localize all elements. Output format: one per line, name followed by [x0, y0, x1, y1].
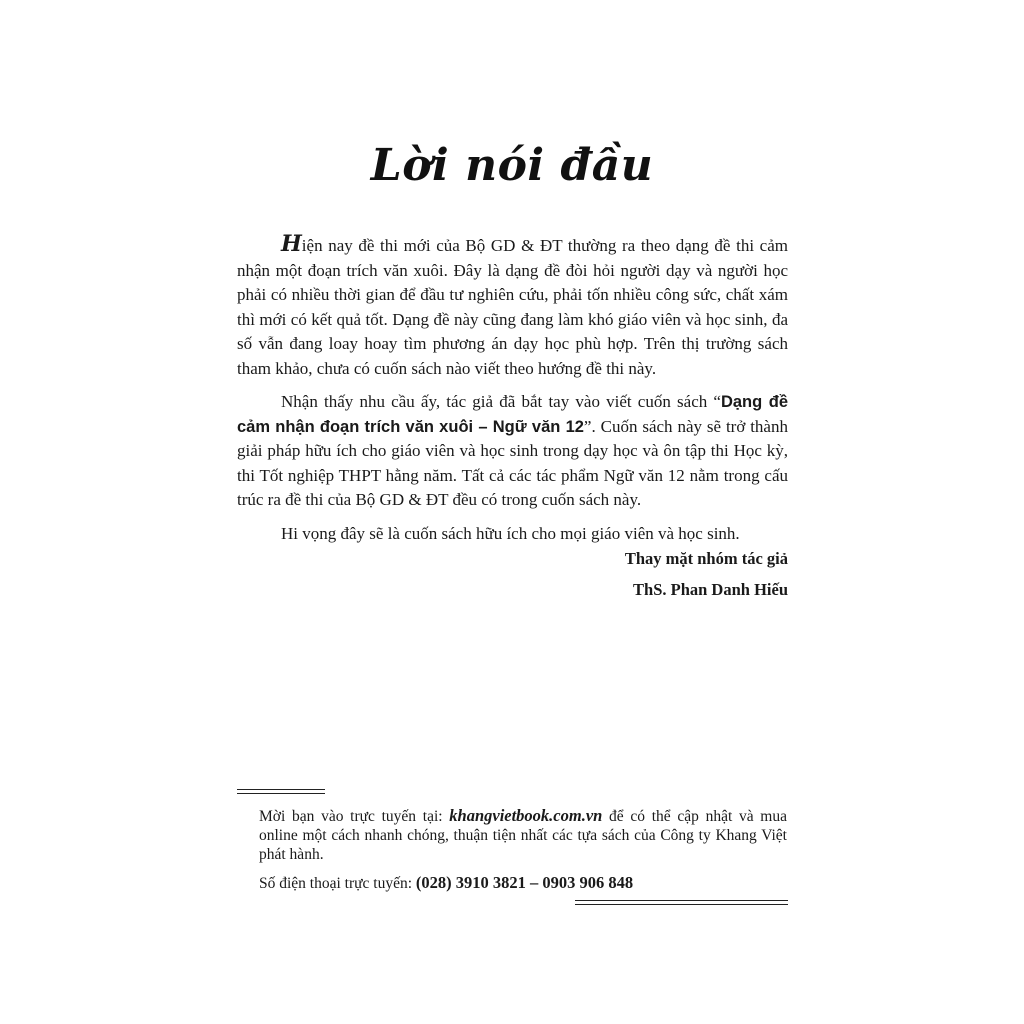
footer-rule-bottom: [575, 900, 788, 905]
paragraph-2-after: ”. Cuốn sách này sẽ trở thành giải pháp hữu ích cho giáo viên và học sinh trong dạy học và ôn tập thi Học kỳ, thi Tốt nghiệp THPT hằng năm. Tất cả các tác phẩm Ngữ văn 12 nằm trong cấu trúc ra đề thi của Bộ GD & ĐT đều có trong cuốn sách này.: [237, 416, 788, 509]
footer-phone-paragraph: [259, 873, 787, 893]
paragraph-1: [237, 232, 788, 381]
phone-number: (028) 3910 3821 – 0903 906 848: [415, 873, 634, 892]
footer-rule-top: [237, 789, 325, 794]
paragraph-1-text: iện nay đề thi mới của Bộ GD & ĐT thường ra theo dạng đề thi cảm nhận một đoạn trích văn xuôi. Đây là dạng đề đòi hỏi người dạy và người học phải có nhiều thời gian để đầu tư nghiên cứu, phải tốn nhiều công sức, chất xám thì mới có kết quả tốt. Dạng đề này cũng đang làm khó giáo viên và học sinh, đa số vẫn đang loay hoay tìm phương án dạy học phù hợp. Trên thị trường sách tham khảo, chưa có cuốn sách nào viết theo hướng đề thi này.: [237, 236, 788, 378]
signature-author: ThS. Phan Danh Hiếu: [633, 580, 788, 599]
footer-intro: Mời bạn vào trực tuyến tại:: [259, 808, 450, 825]
paragraph-2: [237, 390, 788, 513]
page-title: Lời nói đầu: [370, 140, 654, 191]
paragraph-3: Hi vọng đây sẽ là cuốn sách hữu ích cho mọi giáo viên và học sinh.: [281, 523, 740, 543]
book-title: Dạng đề cảm nhận đoạn trích văn xuôi – Ngữ văn 12: [237, 393, 788, 436]
signature-role: Thay mặt nhóm tác giả: [624, 549, 788, 568]
paragraph-2-before: Nhận thấy nhu cầu ấy, tác giả đã bắt tay vào viết cuốn sách “: [281, 392, 721, 411]
drop-cap: H: [281, 231, 302, 257]
phone-label: Số điện thoại trực tuyến:: [259, 875, 416, 892]
footer-note: [259, 806, 787, 902]
preface-body: [237, 232, 788, 555]
footer-website-paragraph: [259, 806, 787, 864]
website-link[interactable]: khangvietbook.com.vn: [449, 806, 603, 825]
footer-rest: để có thể cập nhật và mua online một cách nhanh chóng, thuận tiện nhất các tựa sách của Công ty Khang Việt phát hành.: [259, 808, 787, 863]
